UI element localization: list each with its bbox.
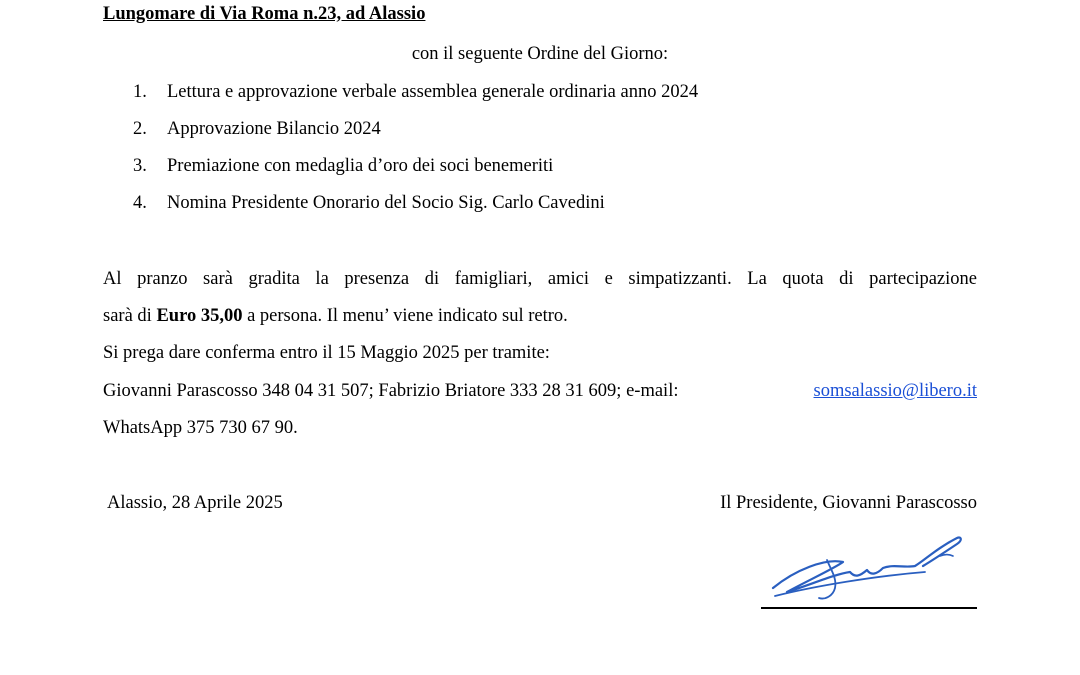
- price-amount: Euro 35,00: [156, 306, 243, 326]
- agenda-item-number: 2.: [133, 119, 147, 139]
- price-line-prefix: sarà di: [103, 306, 157, 326]
- agenda-item-number: 3.: [133, 156, 147, 176]
- contacts-text: Giovanni Parascosso 348 04 31 507; Fabrizio Briatore 333 28 31 609; e-mail:: [103, 381, 679, 401]
- signature-line: [761, 607, 977, 609]
- lunch-invitation-line: Al pranzo sarà gradita la presenza di famigliari, amici e simpatizzanti. La quota di partecipazione: [103, 269, 977, 289]
- agenda-item: [133, 155, 698, 192]
- email-link[interactable]: somsalassio@libero.it: [813, 381, 977, 401]
- price-line: [103, 305, 977, 327]
- agenda-item-text: Premiazione con medaglia d’oro dei soci benemeriti: [167, 156, 554, 176]
- agenda-intro: con il seguente Ordine del Giorno:: [411, 44, 669, 64]
- confirmation-line: Si prega dare conferma entro il 15 Maggio 2025 per tramite:: [103, 343, 550, 363]
- agenda-item-text: Lettura e approvazione verbale assemblea generale ordinaria anno 2024: [167, 82, 699, 102]
- agenda-item-number: 1.: [133, 82, 147, 102]
- price-line-suffix: a persona. Il menu’ viene indicato sul retro.: [242, 306, 568, 326]
- agenda-item-number: 4.: [133, 193, 147, 213]
- agenda-item: [133, 192, 698, 229]
- meeting-address: Lungomare di Via Roma n.23, ad Alassio: [103, 4, 426, 24]
- agenda-list: [133, 81, 698, 229]
- agenda-item: [133, 118, 698, 155]
- agenda-item: [133, 81, 698, 118]
- signer-name: Il Presidente, Giovanni Parascosso: [720, 493, 977, 513]
- handwritten-signature: [765, 530, 970, 605]
- agenda-item-text: Approvazione Bilancio 2024: [167, 119, 381, 139]
- contacts-line: [103, 380, 977, 402]
- whatsapp-line: WhatsApp 375 730 67 90.: [103, 418, 298, 438]
- place-date: Alassio, 28 Aprile 2025: [107, 493, 283, 513]
- agenda-item-text: Nomina Presidente Onorario del Socio Sig. Carlo Cavedini: [167, 193, 605, 213]
